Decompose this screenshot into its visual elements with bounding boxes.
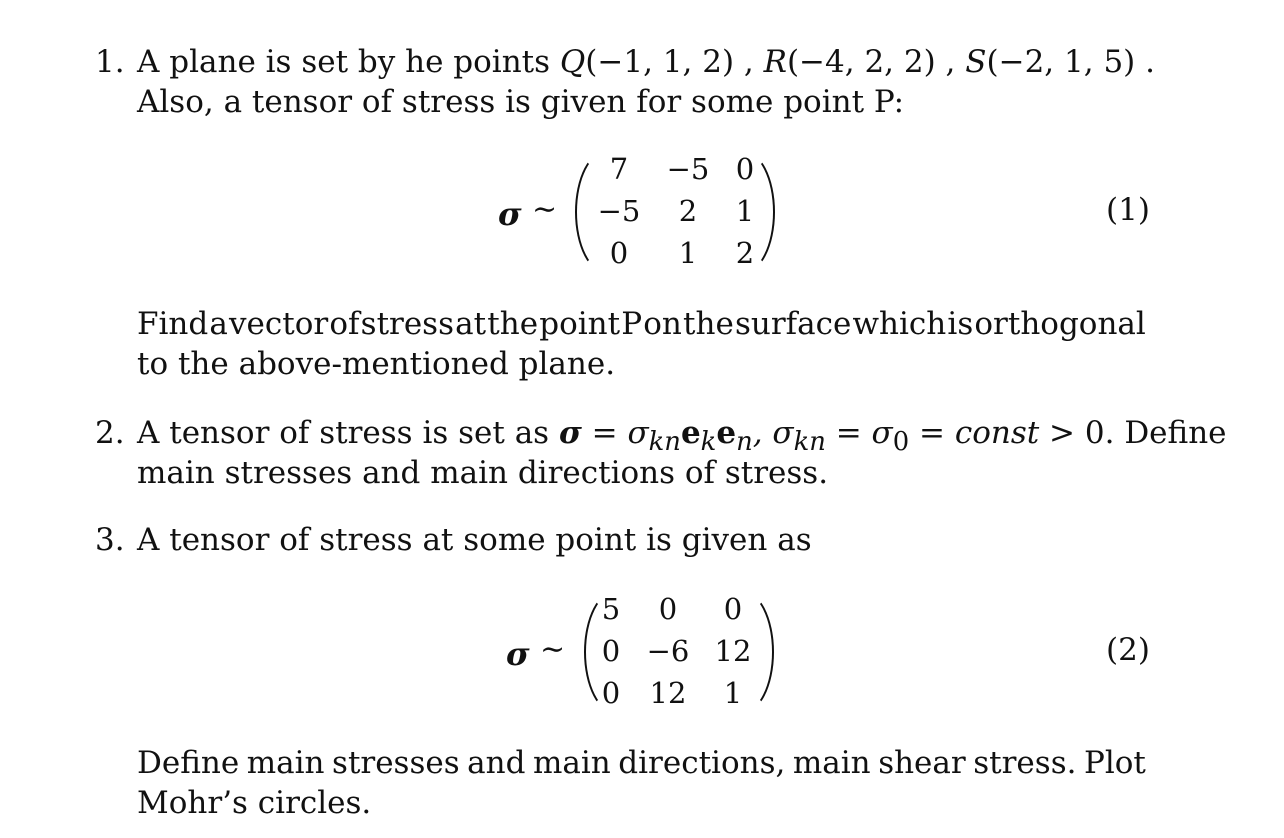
sim-symbol: ∼ (532, 192, 558, 227)
matrix-cell: 1 (723, 676, 743, 710)
problem-1-line-4: to the above-mentioned plane. (137, 346, 616, 382)
matrix-cell: −5 (666, 152, 710, 186)
equation-number-1: (1) (1106, 192, 1150, 228)
matrix-cell: 0 (658, 592, 678, 626)
matrix-cell: 7 (609, 152, 629, 186)
problem-2-line-2: main stresses and main directions of stress. (137, 455, 829, 491)
stress-matrix-1 (575, 150, 775, 274)
problem-1-line-1: A plane is set by he points Q(−1, 1, 2) , R(−4, 2, 2) , S(−2, 1, 5) . (137, 44, 1155, 80)
equation-2 (0, 590, 1284, 714)
matrix-cell: −5 (597, 194, 641, 228)
problem-3-line-1: A tensor of stress at some point is given as (137, 522, 812, 558)
problem-2-number: 2. (95, 415, 125, 451)
problem-3-line-3: Mohr’s circles. (137, 785, 372, 821)
matrix-cell: 0 (601, 676, 621, 710)
problem-2-line-1: A tensor of stress is set as $\sigma = \sigma_{kn}e_ke_n$, $\sigma_{kn} = \sigma_0$ = const > 0. Define (137, 415, 1227, 458)
stress-matrix-2 (584, 590, 774, 714)
matrix-cell: 0 (735, 152, 755, 186)
equation-1 (0, 150, 1284, 274)
matrix-cell: 0 (723, 592, 743, 626)
matrix-cell: 1 (678, 236, 698, 270)
matrix-cell: 2 (735, 236, 755, 270)
problem-3-number: 3. (95, 522, 125, 558)
problem-1-line-2: Also, a tensor of stress is given for some point P: (137, 84, 905, 120)
matrix-cell: 2 (678, 194, 698, 228)
equation-number-2: (2) (1106, 632, 1150, 668)
sigma-symbol: σ (506, 635, 530, 673)
matrix-cell: 1 (735, 194, 755, 228)
problem-1-number: 1. (95, 44, 125, 80)
matrix-cell: 0 (601, 634, 621, 668)
matrix-cell: 0 (609, 236, 629, 270)
sim-symbol: ∼ (540, 632, 566, 667)
matrix-cell: −6 (646, 634, 690, 668)
matrix-cell: 12 (714, 634, 752, 668)
matrix-cell: 5 (601, 592, 621, 626)
problem-3-line-2: Define main stresses and main directions, main shear stress. Plot (137, 745, 1146, 781)
sigma-symbol: σ (498, 195, 522, 233)
matrix-cell: 12 (649, 676, 687, 710)
problem-1-line-3: Find a vector of stress at the point P on the surface which is orthogonal (137, 306, 1146, 342)
